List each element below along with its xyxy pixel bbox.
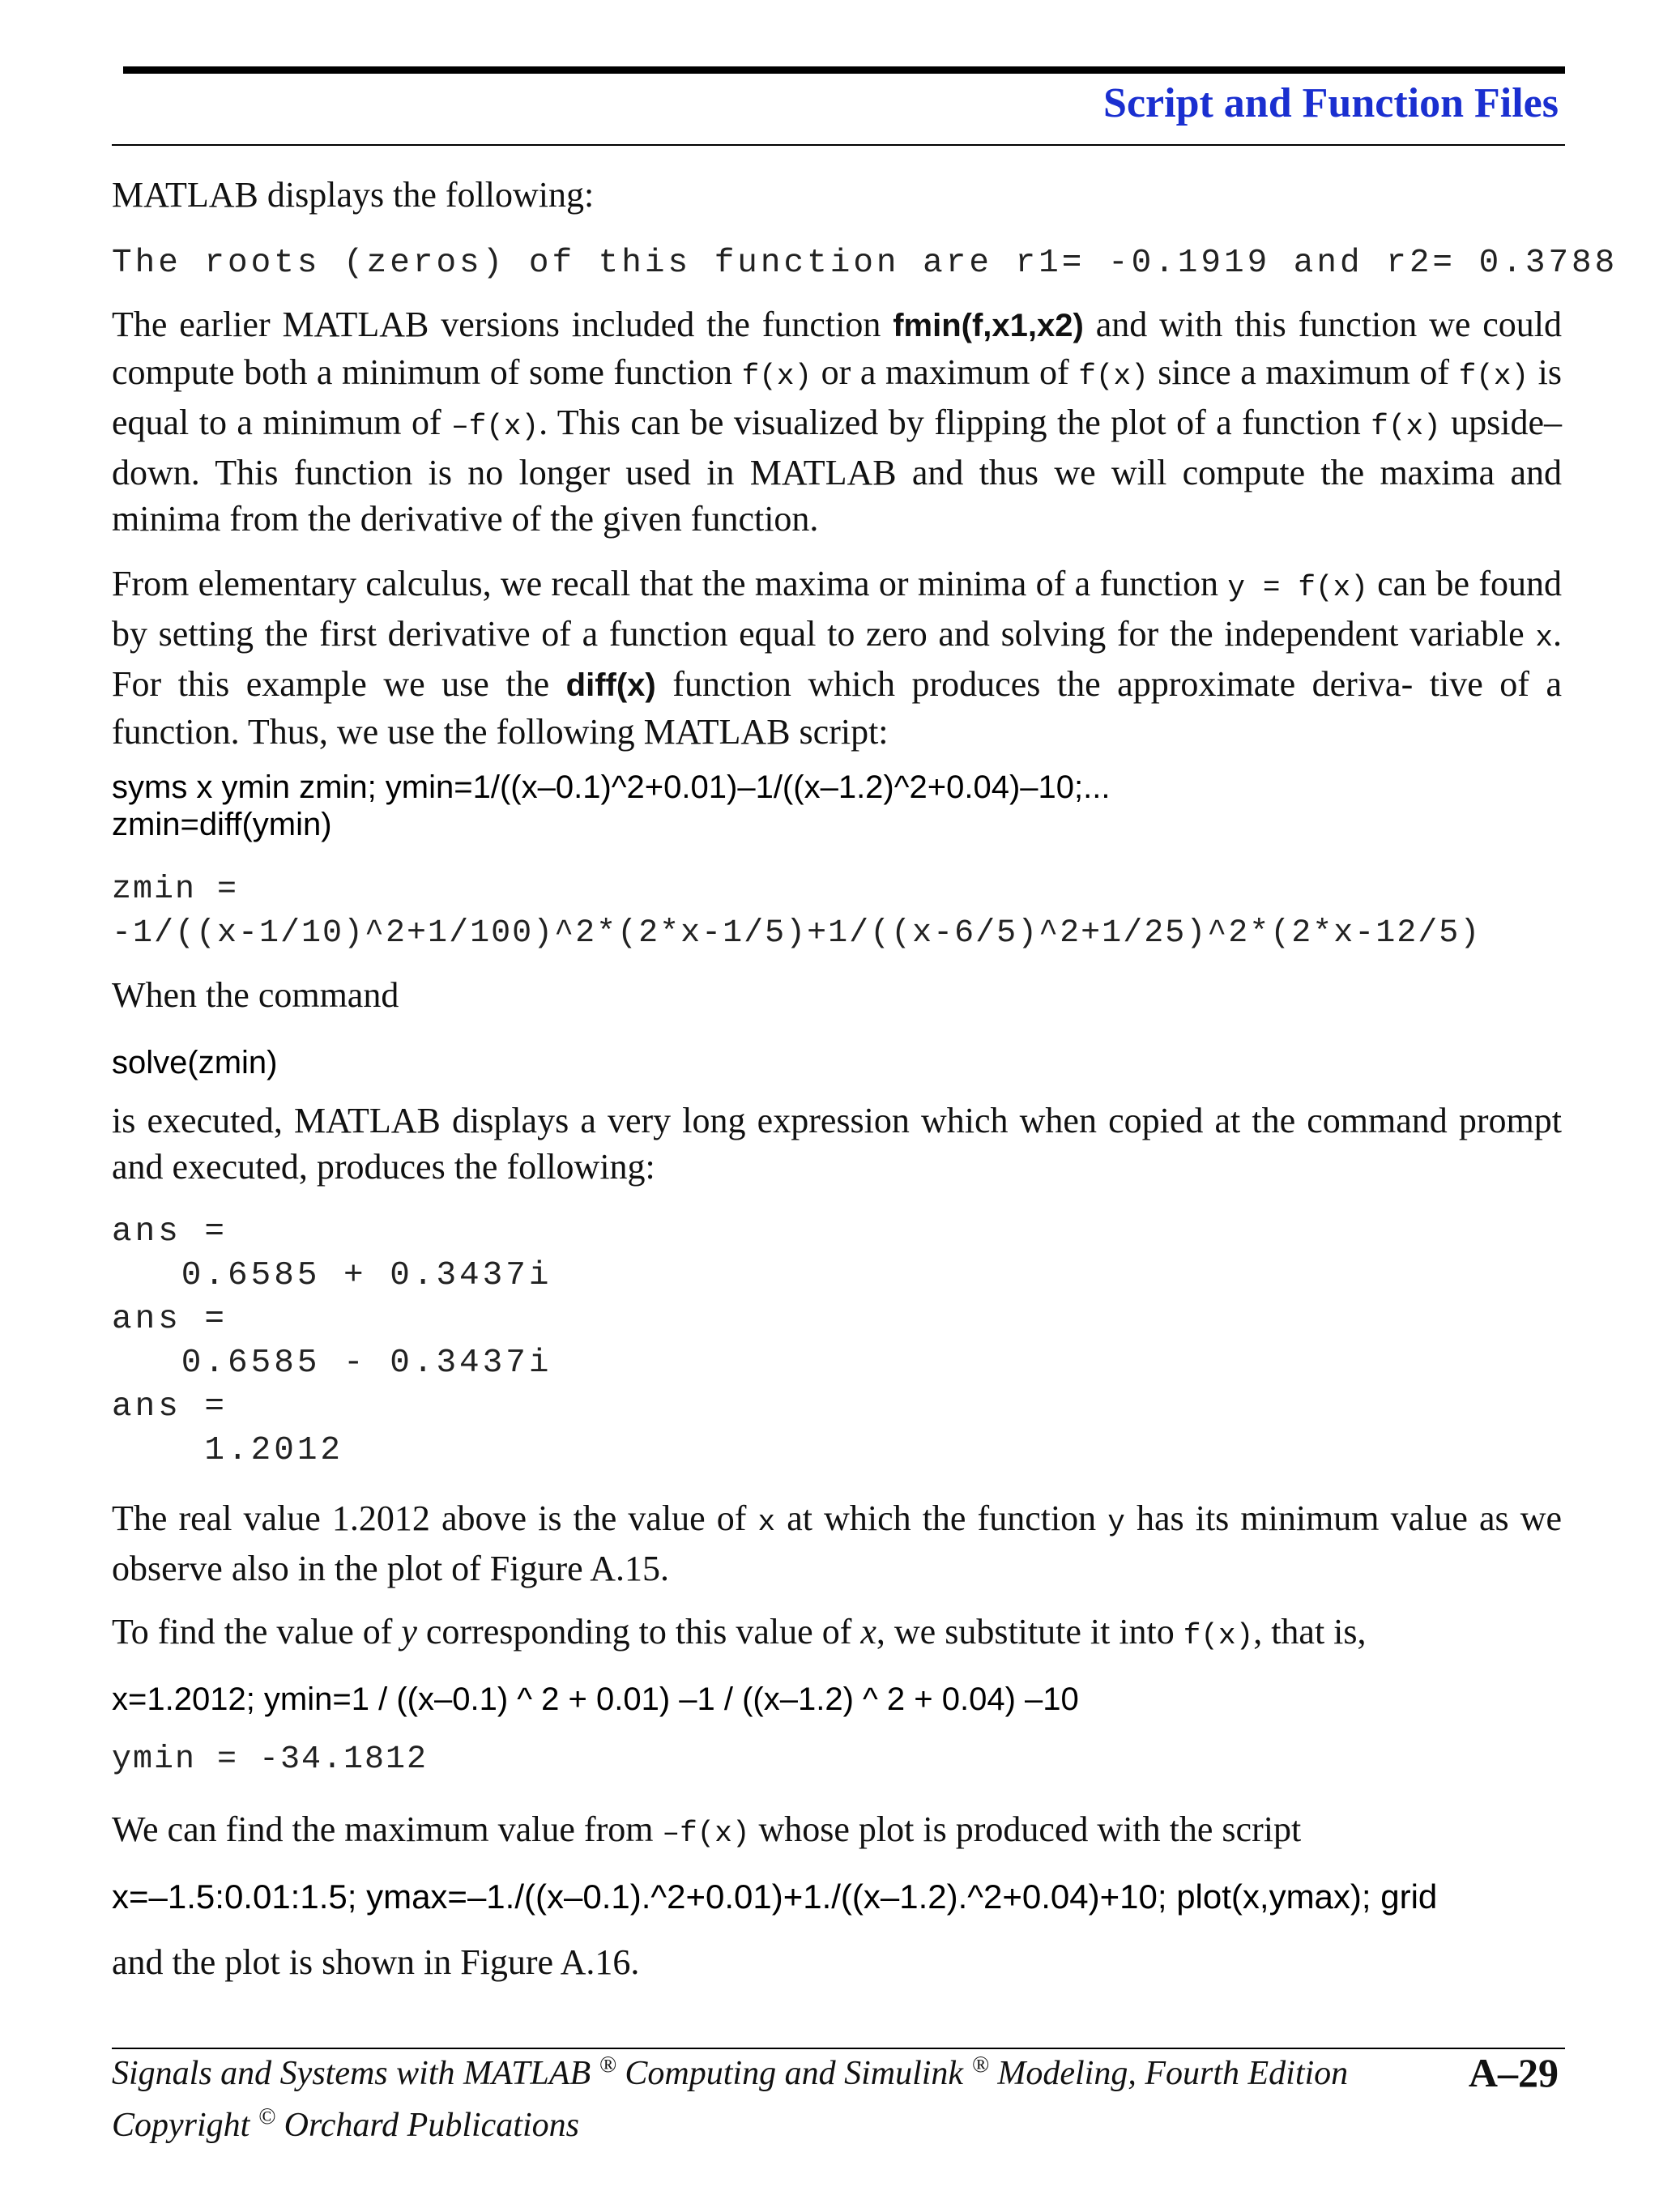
- output-ans-1: ans =: [112, 1213, 228, 1251]
- paragraph-figure-shown: and the plot is shown in Figure A.16.: [112, 1942, 640, 1982]
- paragraph-real-value: The real value 1.2012 above is the value of x at which the function y has its minimum value as we observe also in the plot of Figure A.15.: [112, 1498, 1563, 1588]
- output-roots: The roots (zeros) of this function are r1= -0.1919 and r2= 0.3788: [112, 245, 1618, 282]
- code-plot-script: x=–1.5:0.01:1.5; ymax=–1./((x–0.1).^2+0.01)+1./((x–1.2).^2+0.04)+10; plot(x,ymax); grid: [112, 1877, 1438, 1916]
- output-ans-3: ans =: [112, 1388, 228, 1426]
- footer-rule: [112, 2048, 1565, 2049]
- output-zmin-label: zmin =: [112, 872, 239, 908]
- running-header-title: Script and Function Files: [1103, 80, 1559, 126]
- header-rule-thin: [112, 144, 1565, 146]
- header-rule-thick: [123, 66, 1565, 74]
- paragraph-fmin: The earlier MATLAB versions included the function fmin(f,x1,x2) and with this function we could compute both a minimum of some function f(x) or a maximum of f(x) since a maximum of f(x) is equal to a minimum of –f(x). This can be visualized by flipping the plot of a function f(x) upside–down. This function is no longer used in MATLAB and thus we will compute the maxima and minima from the derivative of the given function.: [112, 305, 1563, 539]
- footer-copyright: Copyright © Orchard Publications: [112, 2104, 579, 2144]
- paragraph-executed: is executed, MATLAB displays a very long expression which when copied at the command prompt and executed, produces the following:: [112, 1101, 1562, 1187]
- footer-book-title: Signals and Systems with MATLAB ® Computing and Simulink ® Modeling, Fourth Edition: [112, 2052, 1349, 2092]
- output-ans-2-value: 0.6585 - 0.3437i: [112, 1345, 552, 1382]
- code-substitute: x=1.2012; ymin=1 / ((x–0.1) ^ 2 + 0.01) –1 / ((x–1.2) ^ 2 + 0.04) –10: [112, 1681, 1079, 1717]
- output-ans-3-value: 1.2012: [112, 1432, 344, 1469]
- output-ans-2: ans =: [112, 1301, 228, 1338]
- paragraph-calculus: From elementary calculus, we recall that the maxima or minima of a function y = f(x) can be found by setting the first derivative of a function equal to zero and solving for the independent variable x. For this example we use the diff(x) function which produces the approximate deriva- tive of a function. Thus, we use the following MATLAB script:: [112, 564, 1562, 752]
- function-name-fmin: fmin(f,x1,x2): [893, 308, 1084, 343]
- paragraph-when: When the command: [112, 975, 399, 1015]
- paragraph-intro: MATLAB displays the following:: [112, 175, 595, 215]
- page-number: A–29: [1468, 2050, 1559, 2095]
- output-zmin-expression: -1/((x-1/10)^2+1/100)^2*(2*x-1/5)+1/((x-6/5)^2+1/25)^2*(2*x-12/5): [112, 915, 1482, 952]
- code-solve: solve(zmin): [112, 1045, 278, 1080]
- output-ans-1-value: 0.6585 + 0.3437i: [112, 1257, 552, 1294]
- code-line-syms: syms x ymin zmin; ymin=1/((x–0.1)^2+0.01)–1/((x–1.2)^2+0.04)–10;...: [112, 769, 1111, 805]
- output-ymin: ymin = -34.1812: [112, 1741, 429, 1778]
- code-line-diff: zmin=diff(ymin): [112, 807, 332, 842]
- paragraph-find-y: To find the value of y corresponding to this value of x, we substitute it into f(x), that is,: [112, 1612, 1367, 1652]
- paragraph-maximum: We can find the maximum value from –f(x) whose plot is produced with the script: [112, 1809, 1302, 1850]
- function-name-diff: diff(x): [565, 667, 656, 703]
